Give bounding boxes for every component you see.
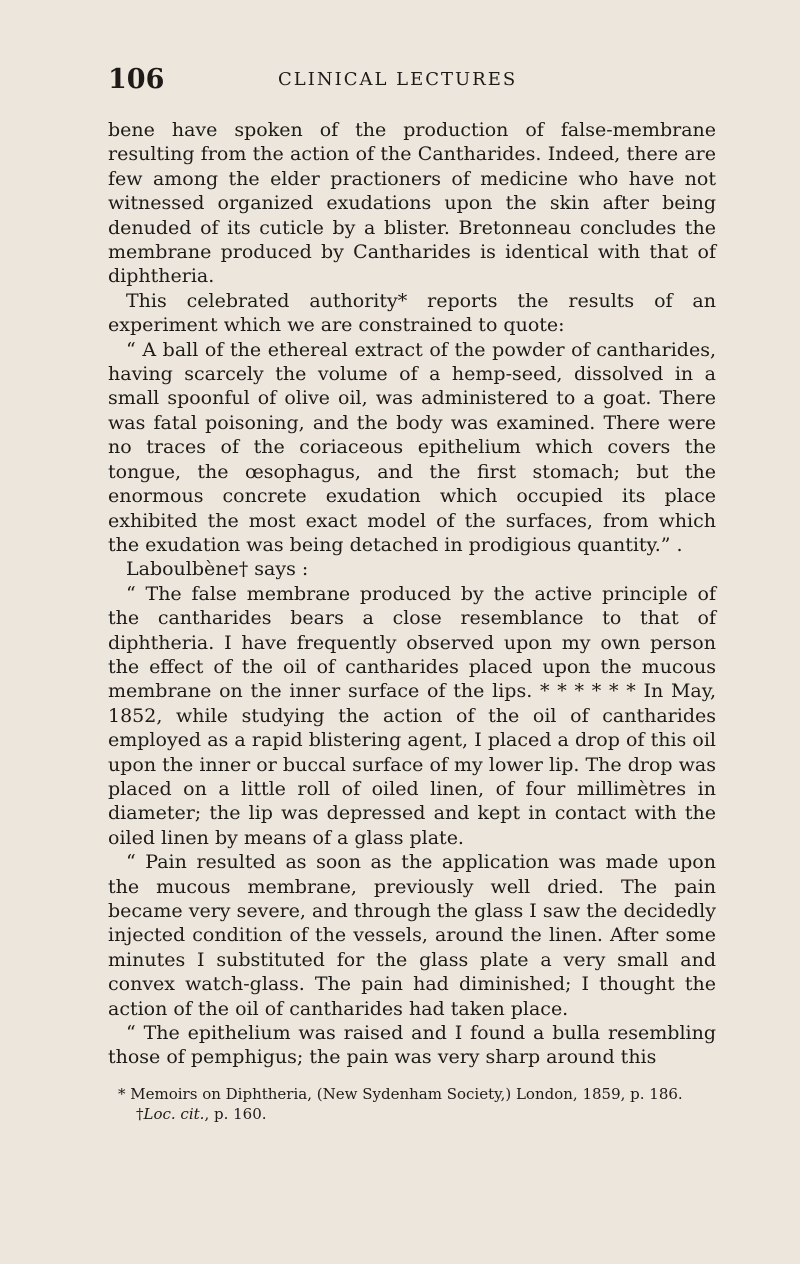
paragraph: “ The false membrane produced by the active principle of the cantharides bears a close resemblance to that of diphtheria. I have frequently observed upon my own person the effect of the oil of cantharides placed upon the mucous membrane on the inner surface of the lips. * * * * * * In May, 1852, while studying the action of the oil of cantharides employed as a rapid blistering agent, I placed a drop of this oil upon the inner or buccal surface of my lower lip. The drop was placed on a little roll of oiled linen, of four millimètres in diameter; the lip was depressed and kept in contact with the oiled linen by means of a glass plate. <box>108 582 716 849</box>
footnote: * Memoirs on Diphtheria, (New Sydenham Society,) London, 1859, p. 186. <box>118 1084 683 1103</box>
running-head: CLINICAL LECTURES <box>278 69 518 90</box>
paragraph: bene have spoken of the production of false-membrane resulting from the action of the Cantharides. Indeed, there are few among the elder practioners of medicine who have not witnessed organized exudations upon the skin after being denuded of its cuticle by a blister. Bretonneau concludes the membrane produced by Cantharides is identical with that of diphtheria. <box>108 119 716 288</box>
page-number: 106 <box>108 64 165 95</box>
paragraph: “ Pain resulted as soon as the application was made upon the mucous membrane, previously well dried. The pain became very severe, and through the glass I saw the decidedly injected condition of the vessels, around the linen. After some minutes I substituted for the glass plate a very small and convex watch-glass. The pain had diminished; I thought the action of the oil of cantharides had taken place. <box>108 851 716 1020</box>
footnotes <box>108 1084 716 1124</box>
footnote-rest: , p. 160. <box>204 1104 267 1123</box>
footnote <box>108 1104 716 1124</box>
paragraph: “ A ball of the ethereal extract of the powder of cantharides, having scarcely the volume of a hemp-seed, dissolved in a small spoonful of olive oil, was administered to a goat. There was fatal poisoning, and the body was examined. There were no traces of the coriaceous epithelium which covers the tongue, the œsophagus, and the first stomach; but the enormous concrete exudation which occupied its place exhibited the most exact model of the surfaces, from which the exudation was being detached in prodigious quantity.” . <box>108 338 716 556</box>
paragraph: “ The epithelium was raised and I found a bulla resembling those of pemphigus; the pain was very sharp around this <box>108 1022 716 1069</box>
body-text <box>108 118 716 1070</box>
footnote-mark: † <box>136 1104 144 1123</box>
paragraph: Laboulbène† says : <box>126 558 309 581</box>
footnote-italic: Loc. cit. <box>143 1104 205 1123</box>
paragraph: This celebrated authority* reports the results of an experiment which we are constrained to quote: <box>108 289 716 337</box>
page-header <box>108 66 716 100</box>
